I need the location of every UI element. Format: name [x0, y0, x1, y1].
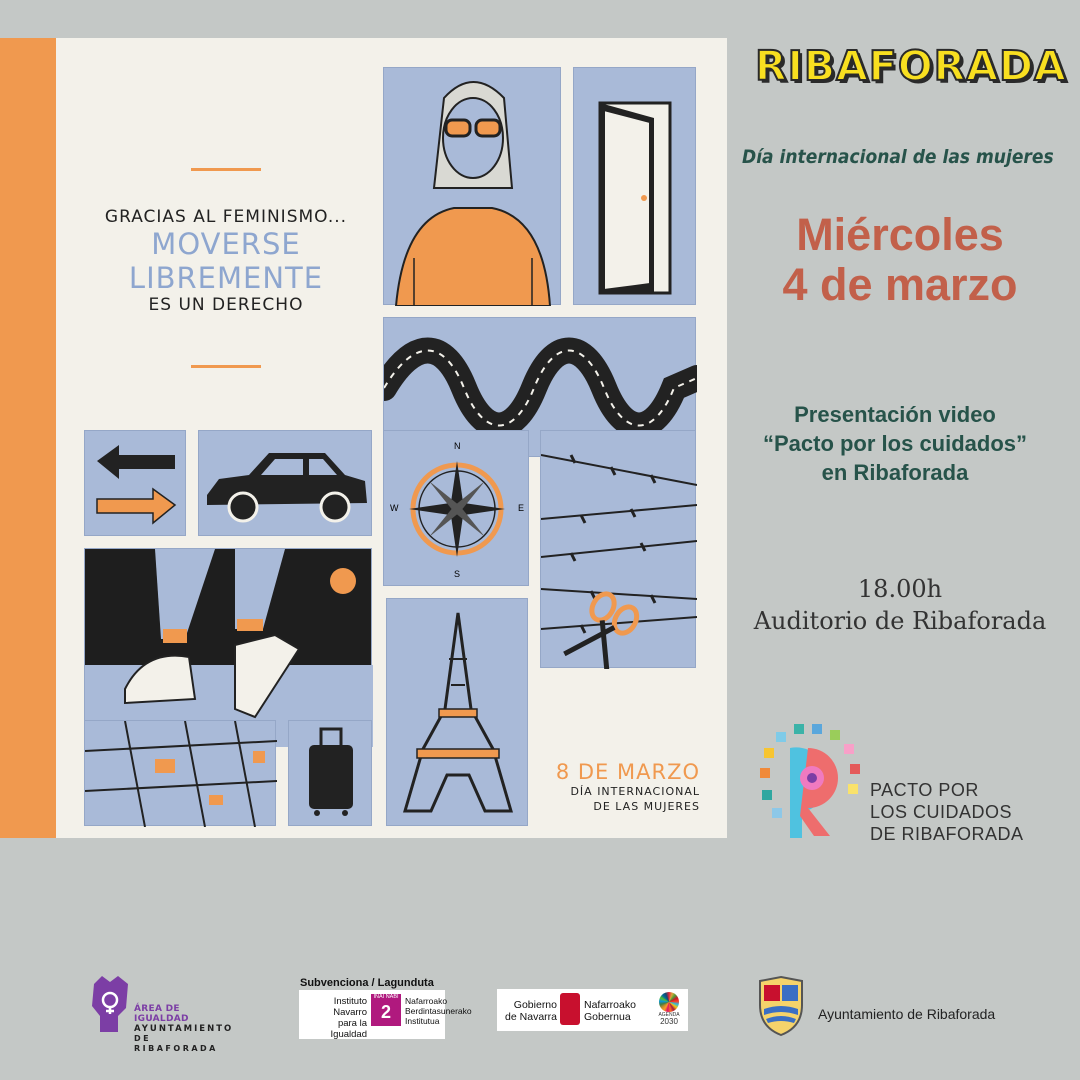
slogan-big-2: LIBREMENTE — [128, 261, 324, 295]
nbi-line-3: Institutua — [405, 1016, 440, 1026]
event-time-place — [725, 573, 1075, 637]
event-time: 18.00h — [857, 575, 943, 603]
nbi-line-2: Berdintasunerako — [405, 1006, 472, 1016]
pacto-logo-text — [870, 779, 1024, 845]
poster-slogan — [96, 168, 356, 368]
inai-text: INAI NABI — [373, 994, 399, 1000]
agenda-2030-logo — [653, 991, 685, 1029]
igualdad-line-2: AYUNTAMIENTO — [134, 1024, 234, 1034]
fist-icon — [88, 974, 132, 1034]
event-place: Auditorio de Ribaforada — [753, 607, 1047, 635]
agenda-wheel-icon — [659, 992, 679, 1012]
ayuntamiento-shield-icon — [756, 975, 806, 1037]
event-date — [720, 210, 1080, 310]
compass-illustration — [383, 430, 529, 586]
naf-line-2: Gobernua — [584, 1011, 631, 1023]
march-sub-1: DÍA INTERNACIONAL — [570, 785, 700, 798]
description-line-3: en Ribaforada — [821, 460, 969, 485]
naf-line-1: Nafarroako — [584, 999, 636, 1011]
pacto-logo-mark — [750, 718, 865, 838]
march-sub-2: DE LAS MUJERES — [593, 800, 700, 813]
compass-e: E — [518, 503, 525, 513]
pacto-line-1: PACTO POR — [870, 780, 979, 800]
car-illustration — [198, 430, 372, 536]
agenda-year: 2030 — [660, 1017, 678, 1026]
igualdad-line-3: DE RIBAFORADA — [134, 1034, 218, 1053]
eiffel-tower-illustration — [386, 598, 528, 826]
woman-illustration — [383, 67, 561, 305]
bottom-rule — [191, 365, 261, 368]
orange-band — [0, 38, 56, 838]
slogan-line-1: GRACIAS AL FEMINISMO... — [104, 207, 348, 227]
gobierno-navarra-logo — [497, 989, 688, 1031]
legs-illustration — [84, 548, 372, 746]
suitcase-illustration — [288, 720, 372, 826]
arrows-illustration — [84, 430, 186, 536]
agenda-label: AGENDA — [658, 1012, 680, 1018]
ayuntamiento-label: Ayuntamiento de Ribaforada — [818, 1006, 996, 1022]
compass-n: N — [454, 441, 461, 451]
event-day: Miércoles — [796, 209, 1004, 260]
inai-mark: INAI NABI 2 — [371, 994, 401, 1026]
description-line-1: Presentación video — [794, 402, 996, 427]
igualdad-line-1: ÁREA DE IGUALDAD — [134, 1004, 189, 1024]
pacto-line-2: LOS CUIDADOS — [870, 802, 1013, 822]
compass-s: S — [454, 569, 461, 579]
nbi-line-1: Nafarroako — [405, 996, 448, 1006]
poster-image — [0, 38, 727, 838]
event-description — [720, 400, 1070, 487]
door-illustration — [573, 67, 696, 305]
barbed-wire-illustration — [540, 430, 696, 668]
navarra-shield-icon — [560, 993, 580, 1025]
slogan-line-4: ES UN DERECHO — [148, 295, 304, 315]
inst-line-2: Navarro — [333, 1007, 367, 1018]
march-date: 8 DE MARZO — [555, 760, 700, 784]
gob-line-2: de Navarra — [505, 1011, 557, 1023]
subvenciona-label: Subvenciona / Lagunduta — [300, 977, 434, 989]
pacto-line-3: DE RIBAFORADA — [870, 824, 1024, 844]
ribaforada-brand: RIBAFORADA — [755, 42, 1067, 90]
top-rule — [191, 168, 261, 171]
map-illustration — [84, 720, 276, 826]
compass-w: W — [390, 503, 399, 513]
description-line-2: “Pacto por los cuidados” — [762, 431, 1028, 456]
igualdad-logo — [88, 974, 238, 1053]
gob-line-1: Gobierno — [513, 999, 557, 1011]
inst-line-1: Instituto — [333, 996, 367, 1007]
march-8-label — [540, 760, 700, 814]
event-date-value: 4 de marzo — [782, 259, 1018, 310]
inst-line-3: para la Igualdad — [330, 1018, 367, 1040]
event-subtitle: Día internacional de las mujeres — [742, 146, 1054, 168]
slogan-big-1: MOVERSE — [151, 227, 301, 261]
inai-logo — [299, 990, 472, 1040]
